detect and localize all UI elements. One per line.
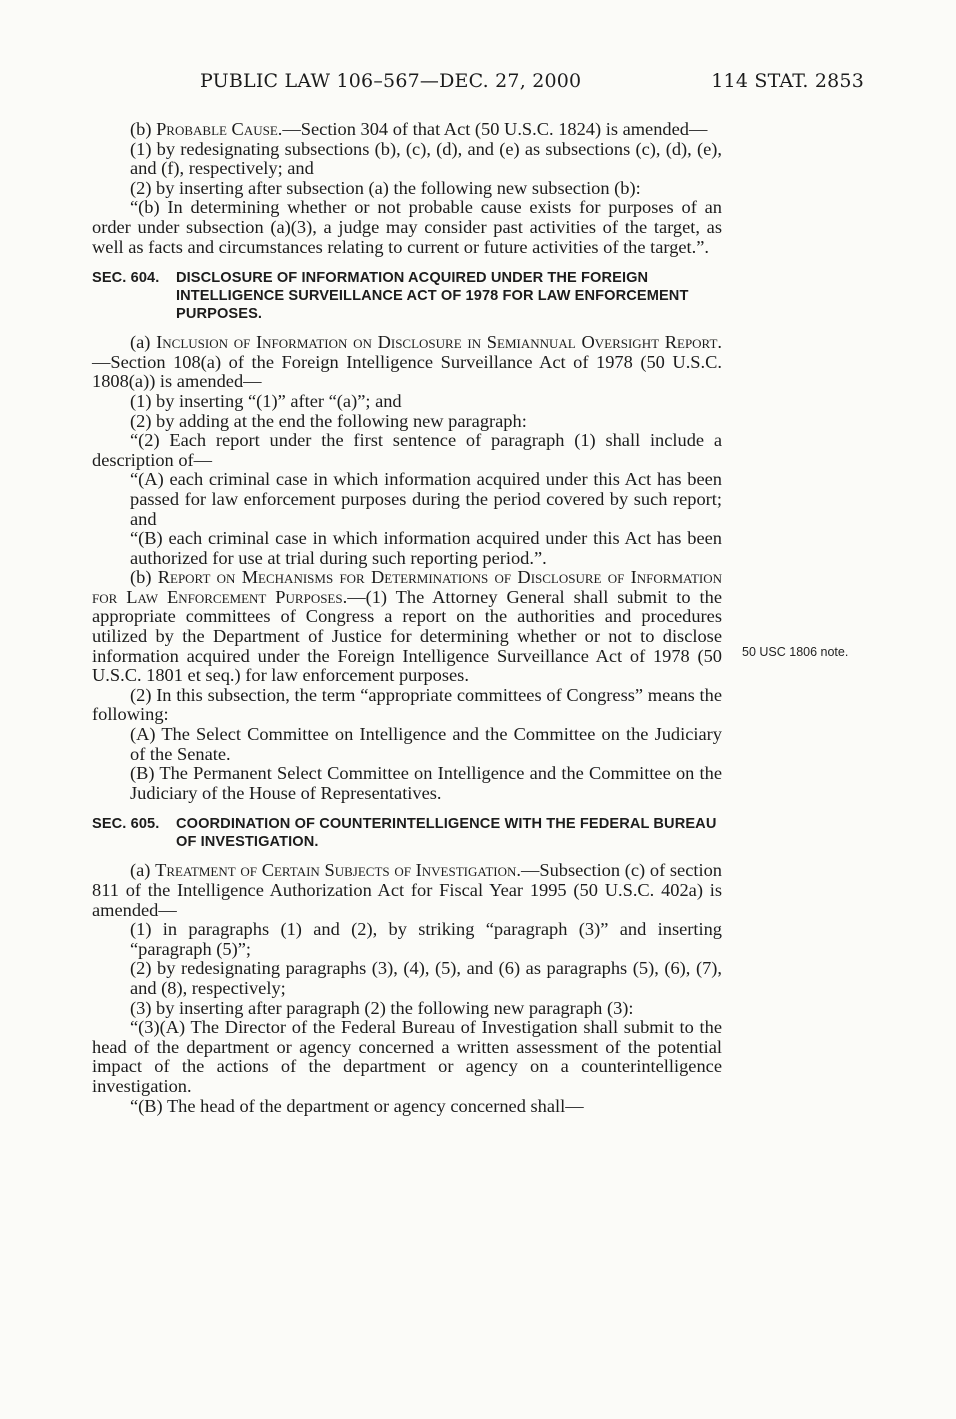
header-stat-page: 114 STAT. 2853 [711, 70, 864, 92]
quoted-subsection: “(b) In determining whether or not probable cause exists for purposes of an order under subsection (a)(3), a judge may consider past activities of the target, as well as facts and circumstances relating to current or future activities of the target.”. [92, 197, 722, 257]
header-public-law: PUBLIC LAW 106–567—DEC. 27, 2000 [200, 70, 582, 92]
document-body [92, 120, 722, 1116]
paragraph-treatment [92, 861, 722, 920]
paragraph-report-mechanisms [92, 568, 722, 686]
paragraph-caption: Inclusion of Information on Disclosure in Semiannual Oversight Report. [156, 332, 722, 353]
paragraph-text: —Subsection (c) of section 811 of the Intelligence Authorization Act for Fiscal Year 1995 (50 U.S.C. 402a) is amended— [92, 860, 722, 920]
paragraph-item: (3) by inserting after paragraph (2) the following new paragraph (3): [130, 997, 634, 1018]
paragraph-inclusion [92, 333, 722, 392]
quoted-paragraph: “(3)(A) The Director of the Federal Bureau of Investigation shall submit to the head of the department or agency concerned a written assessment of the potential impact of the actions of the department or agency on a counterintelligence investigation. [92, 1017, 722, 1096]
paragraph-item: “(B) each criminal case in which information acquired under this Act has been authorized for use at trial during such reporting period.”. [130, 528, 722, 568]
paragraph-caption: Probable Cause. [156, 119, 283, 139]
section-heading-604 [92, 269, 722, 323]
paragraph-label: (a) [130, 332, 151, 353]
paragraph-item: (2) by inserting after subsection (a) the following new subsection (b): [130, 177, 641, 198]
paragraph-item: (A) The Select Committee on Intelligence and the Committee on the Judiciary of the Senate. [130, 724, 722, 764]
paragraph-label: (b) [130, 119, 152, 139]
paragraph-label: (b) [130, 567, 152, 588]
section-title: DISCLOSURE OF INFORMATION ACQUIRED UNDER THE FOREIGN INTELLIGENCE SURVEILLANCE ACT OF 1978 FOR LAW ENFORCEMENT PURPOSES. [176, 270, 689, 323]
paragraph-probable-cause [92, 120, 722, 140]
paragraph-item: “(A) each criminal case in which information acquired under this Act has been passed for law enforcement purposes during the period covered by such report; and [130, 469, 722, 529]
section-heading-605 [92, 815, 722, 851]
paragraph-item: (1) by inserting “(1)” after “(a)”; and [130, 390, 402, 411]
paragraph-caption: Treatment of Certain Subjects of Investigation. [155, 860, 521, 881]
paragraph-label: (a) [130, 860, 151, 881]
paragraph-text: —Section 108(a) of the Foreign Intelligence Surveillance Act of 1978 (50 U.S.C. 1808(a)) is amended— [92, 351, 722, 392]
quoted-paragraph: “(B) The head of the department or agency concerned shall— [130, 1095, 584, 1116]
paragraph-item: (2) In this subsection, the term “appropriate committees of Congress” means the following: [92, 684, 722, 725]
margin-note-citation: 50 USC 1806 note. [742, 645, 849, 659]
section-number: SEC. 604. [92, 270, 160, 287]
paragraph-text: —Section 304 of that Act (50 U.S.C. 1824) is amended— [282, 119, 708, 139]
paragraph-item: (B) The Permanent Select Committee on Intelligence and the Committee on the Judiciary of the House of Representatives. [130, 763, 722, 803]
quoted-paragraph: “(2) Each report under the first sentence of paragraph (1) shall include a description of— [92, 430, 722, 470]
paragraph-text: —(1) The Attorney General shall submit to the appropriate committees of Congress a report on the authorities and procedures utilized by the Department of Justice for determining whether or not to disclose information acquired under the Foreign Intelligence Surveillance Act of 1978 (50 U.S.C. 1801 et seq.) for law enforcement purposes. [92, 586, 722, 686]
section-number: SEC. 605. [92, 816, 160, 833]
section-title: COORDINATION OF COUNTERINTELLIGENCE WITH THE FEDERAL BUREAU OF INVESTIGATION. [176, 816, 717, 851]
paragraph-item: (2) by redesignating paragraphs (3), (4), (5), and (6) as paragraphs (5), (6), (7), and (8), respectively; [130, 958, 722, 998]
paragraph-caption: Report on Mechanisms for Determinations of Disclosure of Information for Law Enforcement Purposes. [92, 567, 722, 607]
paragraph-item: (1) by redesignating subsections (b), (c), (d), and (e) as subsections (c), (d), (e), and (f), respectively; and [130, 138, 722, 179]
running-header [200, 70, 864, 100]
paragraph-item: (2) by adding at the end the following new paragraph: [130, 410, 527, 431]
paragraph-item: (1) in paragraphs (1) and (2), by striking “paragraph (3)” and inserting “paragraph (5)”; [130, 919, 722, 959]
